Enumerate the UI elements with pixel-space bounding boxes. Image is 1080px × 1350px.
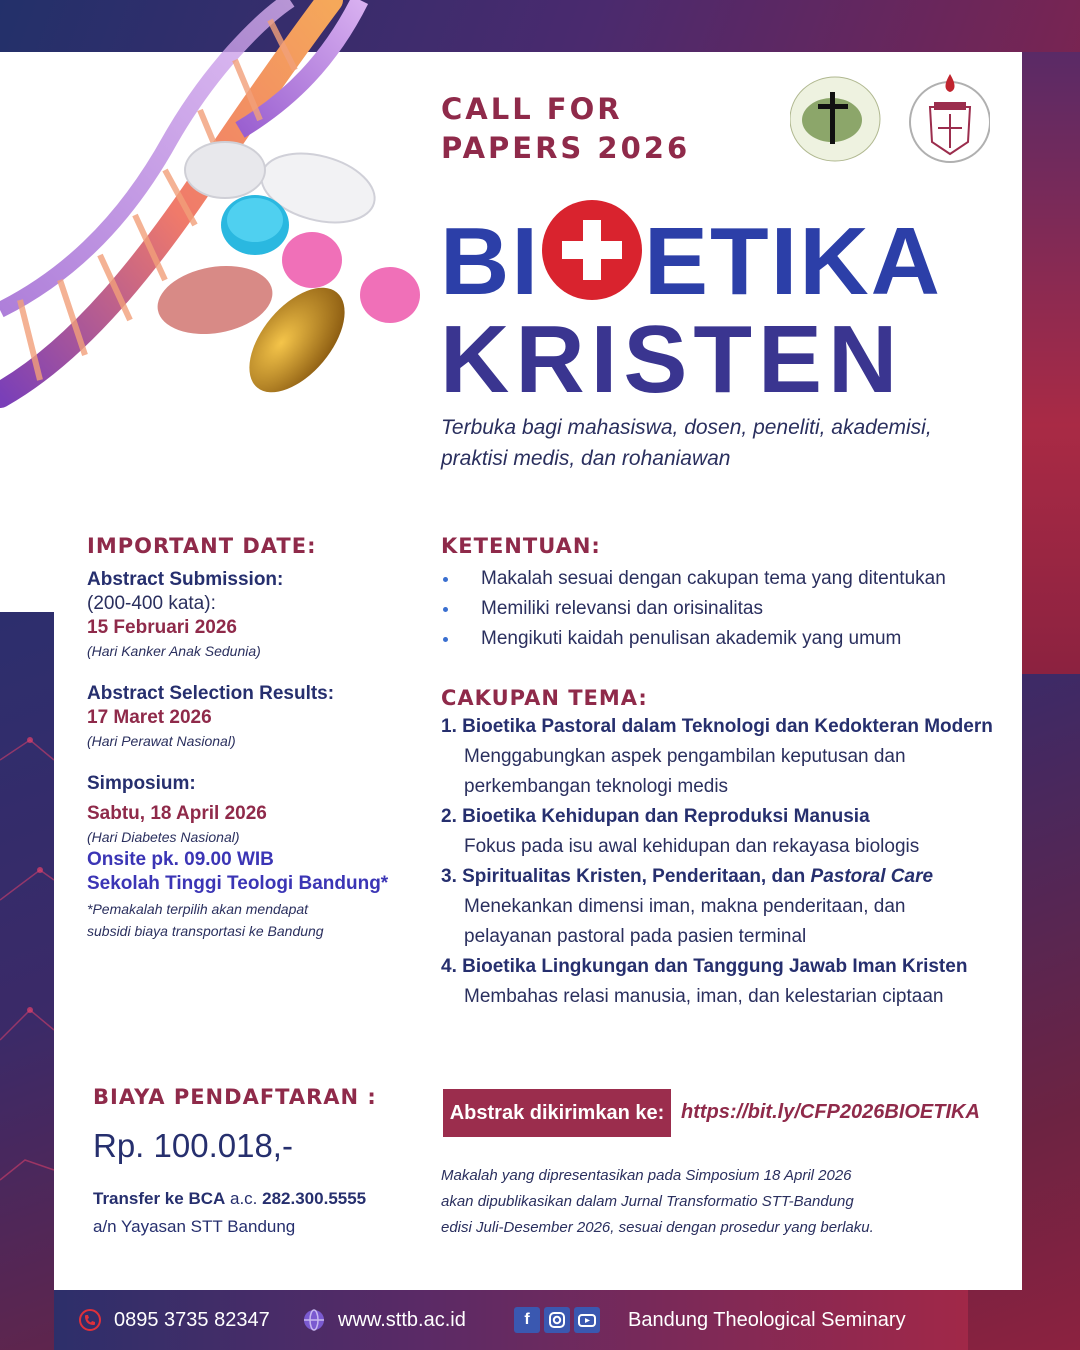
account-name: a/n Yayasan STT Bandung: [93, 1217, 296, 1236]
audience-line-1: Terbuka bagi mahasiswa, dosen, peneliti, akademisi,: [441, 416, 932, 439]
footer-bar: [54, 1290, 968, 1350]
footer-org-name: Bandung Theological Seminary: [628, 1308, 906, 1331]
simposium-note: (Hari Diabetes Nasional): [87, 829, 240, 845]
title-etika: ETIKA: [644, 208, 942, 315]
phone-icon: [78, 1308, 102, 1332]
theme-desc: Menekankan dimensi iman, makna penderitaan, dan: [464, 896, 906, 917]
abstrak-label-badge: Abstrak dikirimkan ke:: [443, 1089, 671, 1137]
theme-desc: pelayanan pastoral pada pasien terminal: [464, 926, 807, 947]
title-bi: BI: [440, 208, 540, 315]
abstract-submission-date: 15 Februari 2026: [87, 617, 237, 638]
biaya-section: [93, 1085, 413, 1241]
theme-item-1: [441, 712, 1001, 802]
ketentuan-section: [441, 534, 1001, 654]
selection-results-block: [87, 682, 417, 752]
simposium-footnote-2: subsidi biaya transportasi ke Bandung: [87, 923, 324, 939]
simposium-label: Simposium:: [87, 773, 196, 794]
dna-pills-illustration: [0, 0, 430, 420]
ketentuan-list: [441, 564, 1001, 654]
theme-desc: Membahas relasi manusia, iman, dan kelestarian ciptaan: [464, 986, 944, 1007]
theme-desc: Menggabungkan aspek pengambilan keputusan dan: [464, 746, 906, 767]
selection-results-note: (Hari Perawat Nasional): [87, 733, 236, 749]
simposium-date: Sabtu, 18 April 2026: [87, 803, 267, 824]
theme-item-3: [441, 862, 1001, 952]
facebook-icon[interactable]: f: [514, 1307, 540, 1333]
theme-title: 2. Bioetika Kehidupan dan Reproduksi Manusia: [441, 806, 870, 827]
theme-desc: perkembangan teknologi medis: [464, 776, 729, 797]
call-for-papers-heading: [441, 90, 690, 168]
simposium-block: [87, 772, 417, 942]
right-accent-band: [1022, 52, 1080, 674]
ketentuan-heading: KETENTUAN:: [441, 534, 601, 558]
submission-link[interactable]: https://bit.ly/CFP2026BIOETIKA: [681, 1101, 980, 1123]
publication-line-1: Makalah yang dipresentasikan pada Simposium 18 April 2026: [441, 1167, 852, 1184]
transfer-ac: a.c.: [225, 1189, 263, 1208]
publication-line-3: edisi Juli-Desember 2026, sesuai dengan prosedur yang berlaku.: [441, 1219, 874, 1236]
theme-title-italic: Pastoral Care: [810, 866, 934, 887]
abstract-submission-label: Abstract Submission:: [87, 569, 284, 590]
audience-text: [441, 412, 981, 474]
abstract-submission-block: [87, 568, 417, 662]
footer-phone[interactable]: [78, 1290, 270, 1350]
sttb-logo: [910, 74, 990, 162]
theme-title: 1. Bioetika Pastoral dalam Teknologi dan Kedokteran Modern: [441, 716, 993, 737]
simposium-venue: Sekolah Tinggi Teologi Bandung*: [87, 873, 389, 894]
simposium-time: Onsite pk. 09.00 WIB: [87, 849, 274, 870]
ketentuan-item: Memiliki relevansi dan orisinalitas: [441, 594, 1001, 624]
pmdm-logo: [790, 77, 880, 161]
red-cross-icon: [542, 200, 642, 300]
theme-item-4: [441, 952, 1001, 1012]
footer-website[interactable]: [302, 1290, 466, 1350]
selection-results-date: 17 Maret 2026: [87, 707, 212, 728]
theme-item-2: [441, 802, 1001, 862]
abstract-word-count: (200-400 kata):: [87, 593, 216, 614]
biaya-heading: BIAYA PENDAFTARAN :: [93, 1085, 377, 1109]
institution-logos: [790, 72, 990, 172]
transfer-info: [93, 1185, 413, 1241]
selection-results-label: Abstract Selection Results:: [87, 683, 335, 704]
transfer-account-number: 282.300.5555: [262, 1189, 367, 1208]
publication-line-2: akan dipublikasikan dalam Jurnal Transformatio STT-Bandung: [441, 1193, 854, 1210]
ketentuan-item: Makalah sesuai dengan cakupan tema yang ditentukan: [441, 564, 1001, 594]
simposium-footnote-1: *Pemakalah terpilih akan mendapat: [87, 901, 309, 917]
important-date-heading: IMPORTANT DATE:: [87, 534, 317, 558]
website-url: www.sttb.ac.id: [338, 1308, 466, 1331]
theme-desc: Fokus pada isu awal kehidupan dan rekayasa biologis: [464, 836, 920, 857]
cakupan-heading: CAKUPAN TEMA:: [441, 686, 648, 710]
abstract-submission-note: (Hari Kanker Anak Sedunia): [87, 643, 261, 659]
footer-social: [514, 1290, 604, 1350]
transfer-line: [93, 1185, 413, 1213]
title-bioetika: [440, 200, 942, 315]
cakupan-tema-section: [441, 686, 1001, 1012]
ketentuan-item: Mengikuti kaidah penulisan akademik yang umum: [441, 624, 1001, 654]
publication-note: [441, 1163, 1001, 1241]
youtube-icon[interactable]: [574, 1307, 600, 1333]
cfp-line-1: CALL FOR: [441, 92, 623, 126]
audience-line-2: praktisi medis, dan rohaniawan: [441, 447, 731, 470]
transfer-bank: Transfer ke BCA: [93, 1189, 226, 1208]
cfp-line-2: PAPERS 2026: [441, 131, 691, 165]
theme-title: [441, 862, 1001, 892]
phone-number: 0895 3735 82347: [114, 1308, 270, 1331]
important-date-section: [87, 534, 417, 962]
theme-title-main: 3. Spiritualitas Kristen, Penderitaan, dan: [441, 866, 811, 887]
instagram-icon[interactable]: [544, 1307, 570, 1333]
theme-title: 4. Bioetika Lingkungan dan Tanggung Jawab Iman Kristen: [441, 956, 968, 977]
biaya-price: Rp. 100.018,-: [93, 1127, 293, 1164]
globe-icon: [302, 1308, 326, 1332]
title-kristen: KRISTEN: [440, 306, 904, 413]
